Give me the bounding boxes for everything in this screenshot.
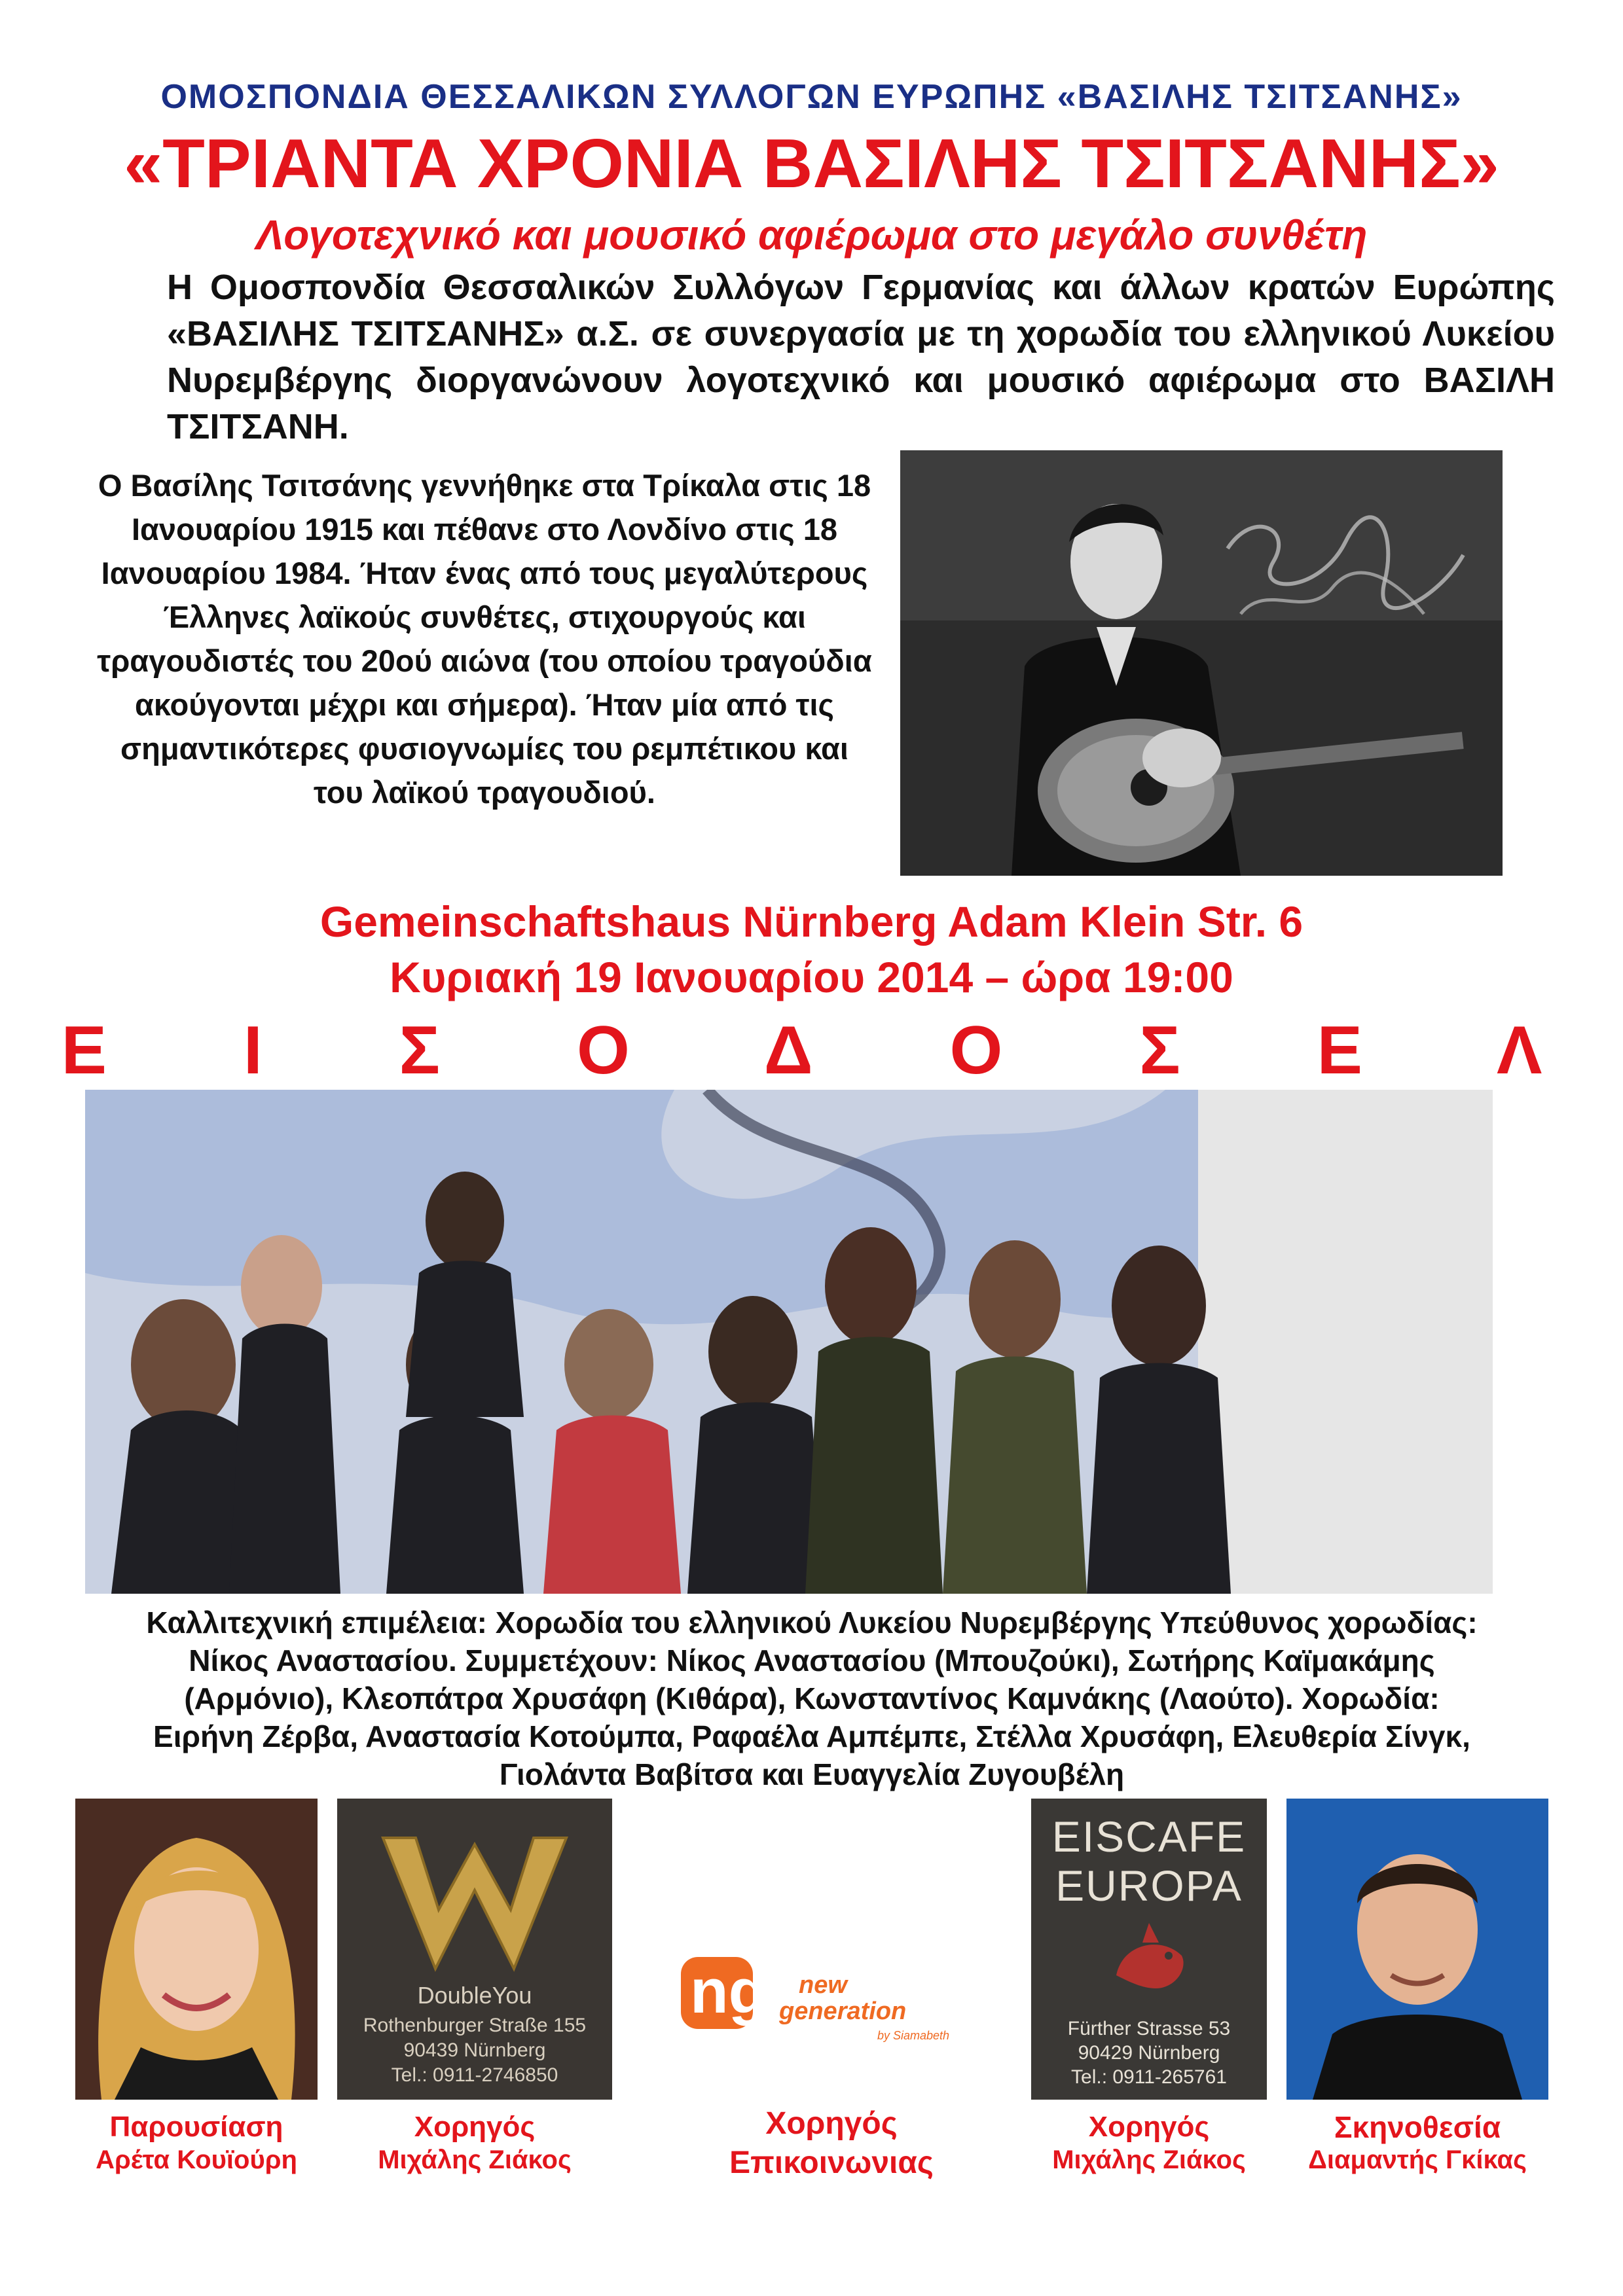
choir-group-photo [85,1090,1493,1594]
biography-text: Ο Βασίλης Τσιτσάνης γεννήθηκε στα Τρίκαλα στις 18 Ιανουαρίου 1915 και πέθανε στο Λονδίνο στις 18 Ιανουαρίου 1984. Ήταν ένας από τους μεγαλύτερους Έλληνες λαϊκούς συνθέτες, στιχουργούς και τραγουδιστές του 20ού αιώνα (του οποίου τραγούδια ακούγονται μέχρι και σήμερα). Ήταν μία από τις σημαντικότερες φυσιογνωμίες του ρεμπέτικου και του λαϊκού τραγουδιού. [97,468,872,810]
doubleyou-address: Rothenburger Straße 155 [363,2015,587,2036]
ng-line2: generation [779,1998,907,2025]
eiscafe-city: 90429 Nürnberg [1078,2042,1220,2064]
page-subtitle: Λογοτεχνικό και μουσικό αφιέρωμα στο μεγάλο συνθέτη [255,211,1368,259]
page-title: «ΤΡΙΑΝΤΑ ΧΡΟΝΙΑ ΒΑΣΙΛΗΣ ΤΣΙΤΣΑΝΗΣ» [124,125,1499,202]
choir-group-illustration [85,1090,1493,1594]
intro-paragraph: Η Ομοσπονδία Θεσσαλικών Συλλόγων Γερμανίας και άλλων κρατών Ευρώπης «ΒΑΣΙΛΗΣ ΤΣΙΤΣΑΝΗΣ» α.Σ. σε συνεργασία με τη χορωδία του ελληνικού Λυκείου Νυρεμβέργης διοργανώνουν λογοτεχνικό και μουσικό αφιέρωμα στο ΒΑΣΙΛΗ ΤΣΙΤΣΑΝΗ. [167,268,1555,446]
eiscafe-phone: Tel.: 0911-265761 [1071,2066,1227,2088]
caption-communication-name: Επικοινωνιας [729,2145,934,2180]
organization-heading: ΟΜΟΣΠΟΝΔΙΑ ΘΕΣΣΑΛΙΚΩΝ ΣΥΛΛΟΓΩΝ ΕΥΡΩΠΗΣ «ΒΑΣΙΛΗΣ ΤΣΙΤΣΑΝΗΣ» [160,78,1463,116]
caption-sponsor-2 [1005,2111,1293,2176]
caption-sponsor-2-name: Μιχάλης Ζιάκος [1052,2145,1246,2174]
doubleyou-city: 90439 Nürnberg [403,2039,546,2061]
caption-communication-sponsor [681,2104,982,2183]
caption-sponsor-1 [331,2111,619,2176]
ng-mark: ng [690,1956,767,2026]
caption-communication-role: Χορηγός [765,2106,898,2141]
caption-sponsor-1-role: Χορηγός [414,2111,536,2143]
credits-text: Καλλιτεχνική επιμέλεια: Χορωδία του ελληνικού Λυκείου Νυρεμβέργης Υπεύθυνος χορωδίας: Νίκος Αναστασίου. Συμμετέχουν: Νίκος Αναστασίου (Μπουζούκι), Σωτήρης Καϊμακάμης (Αρμόνιο), Κλεοπάτρα Χρυσάφη (Κιθάρα), Κωνσταντίνος Καμνάκης (Λαούτο). Χορωδία: Ειρήνη Ζέρβα, Αναστασία Κοτούμπα, Ραφαέλα Αμπέμπε, Στέλλα Χρυσάφη, Ελευθερία Σίνγκ, Γιολάντα Βαβίτσα και Ευαγγελία Ζυγουβέλη [146,1605,1478,1791]
doubleyou-phone: Tel.: 0911-2746850 [391,2064,558,2086]
ng-tagline: by Siamabeth [877,2029,950,2042]
europa-bull-icon [1103,1916,1195,2001]
presenter-portrait [75,1799,318,2100]
event-venue: Gemeinschaftshaus Nürnberg Adam Klein Str. 6 [319,897,1304,946]
caption-director-name: Διαμαντής Γκίκας [1308,2145,1527,2174]
caption-presenter-role: Παρουσίαση [109,2111,283,2143]
director-portrait [1286,1799,1548,2100]
caption-presenter-name: Αρέτα Κουϊούρη [96,2145,297,2174]
director-photo [1286,1799,1548,2100]
new-generation-logo [681,1937,982,2068]
eiscafe-address: Fürther Strasse 53 [1067,2018,1231,2039]
doubleyou-brand: DoubleYou [417,1982,532,2009]
ng-line1: new [799,1971,847,1999]
eiscafe-europa-logo [1031,1799,1267,2100]
caption-director [1273,2111,1561,2176]
bouzouki-player-illustration [900,450,1503,876]
free-admission: Ε Ι Σ Ο Δ Ο Σ Ε Λ [61,1013,1562,1088]
eiscafe-line2: EUROPA [1055,1861,1243,1910]
eiscafe-line1: EISCAFE [1051,1812,1247,1861]
tsitsanis-photo [900,450,1503,876]
caption-sponsor-1-name: Μιχάλης Ζιάκος [378,2145,572,2174]
event-datetime: Κυριακή 19 Ιανουαρίου 2014 – ώρα 19:00 [390,953,1233,1001]
caption-sponsor-2-role: Χορηγός [1088,2111,1210,2143]
doubleyou-logo [337,1799,612,2100]
caption-director-role: Σκηνοθεσία [1334,2110,1501,2144]
presenter-photo [75,1799,318,2100]
caption-presenter [52,2111,340,2176]
